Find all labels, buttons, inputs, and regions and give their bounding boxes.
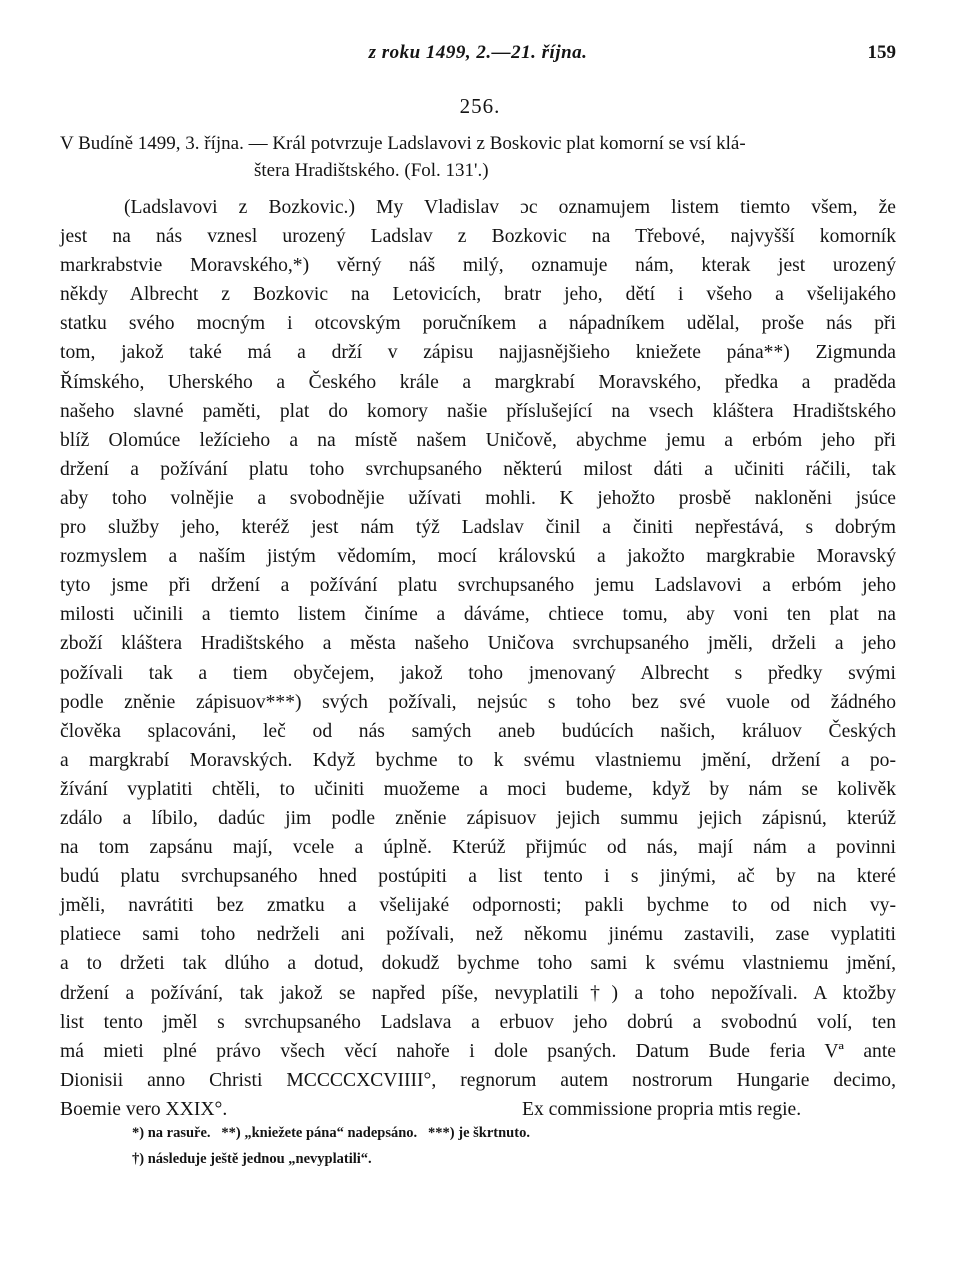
text-line: někdy Albrecht z Bozkovic na Letovicích, bratr jeho, dětí i všeho a všelijakého	[60, 284, 896, 306]
regest-line-2: štera Hradištského. (Fol. 131'.)	[254, 160, 489, 181]
text-line: (Ladslavovi z Bozkovic.) My Vladislav ɔc oznamujem listem tiemto všem, že	[124, 197, 896, 218]
text-line: aby toho volnějie a svobodnějie užívati mohli. K jehožto prosbě nakloněni jsúce	[60, 487, 896, 509]
page-number: 159	[867, 42, 896, 63]
text-line: markrabstvie Moravského,*) věrný náš milý, oznamuje nám, kterak jest urozený	[60, 255, 896, 277]
text-line: Dionisii anno Christi MCCCCXCVIIII°, regnorum autem nostrorum Hungarie decimo,	[60, 1069, 896, 1091]
text-line: statku svého mocným i otcovským poručníkem a nápadníkem udělal, proše nás při	[60, 313, 896, 335]
text-line: držení a požívání platu toho svrchupsaného některú milost dáti a učiniti ráčili, tak	[60, 458, 896, 480]
text-line: Římského, Uherského a Českého krále a margkrabí Moravského, předka a praděda	[60, 371, 896, 393]
footnote-line-2: †) následuje ještě jednou „nevyplatili“.	[132, 1151, 372, 1167]
text-line: milosti učinili a tiemto listem činíme a dáváme, chtiece tomu, aby voni ten plat na	[60, 604, 896, 626]
text-line: našeho slavné paměti, plat do komory našie příslušející na vsech kláštera Hradištského	[60, 400, 896, 422]
text-line: člověka splacováni, leč od nás samých aneb budúcích našich, králuov Českých	[60, 720, 896, 742]
text-line: a to držeti tak dlúho a dotud, dokudž bychme toho sami k svému vlastniemu jmění,	[60, 953, 896, 975]
regest-summary	[60, 130, 896, 184]
page-header	[60, 42, 896, 72]
text-line: má mieti plné právo všech věcí nahoře i dole psaných. Datum Bude feria Vª ante	[60, 1040, 896, 1062]
text-line: žívání vyplatiti chtěli, to učiniti muožeme a moci budeme, když by nám se kolivěk	[60, 778, 896, 800]
text-line: jest na nás vznesl urozený Ladslav z Bozkovic na Třebové, najvyšší komorník	[60, 226, 896, 248]
text-line: jměli, navrátiti bez zmatku a všelijaké odpornosti; pakli bychme to od nich vy-	[60, 895, 896, 917]
text-line: pro služby jeho, kteréž jest nám týž Ladslav činil a činiti nepřestává, s dobrým	[60, 517, 896, 539]
text-line: zdálo a líbilo, dadúc jim podle zněnie zápisuov jejich summu jejich zápisnú, kterúž	[60, 807, 896, 829]
text-line: tom, jakož také má a drží v zápisu najjasnějšieho kniežete pána**) Zigmunda	[60, 342, 896, 364]
text-line: a margkrabí Moravských. Když bychme to k svému vlastniemu jmění, držení a po-	[60, 749, 896, 771]
text-line: budú platu svrchupsaného hned postúpiti a list tento i s jinými, ač by na které	[60, 866, 896, 888]
closing-dating: Boemie vero XXIX°.	[60, 1098, 228, 1120]
regest-line-1: V Budíně 1499, 3. října. — Král potvrzuje Ladslavovi z Boskovic plat komorní se vsí klá-	[60, 133, 746, 154]
text-line: požívali tak a tiem obyčejem, jakož toho jmenovaný Albrecht s předky svými	[60, 662, 896, 684]
charter-text	[60, 193, 896, 1124]
footnotes	[0, 1120, 960, 1172]
text-line: list tento jměl s svrchupsaného Ladslava a erbuov jeho dobrú a svobodnú volí, ten	[60, 1011, 896, 1033]
footnote-line-1: *) na rasuře. **) „kniežete pána“ nadepsáno. ***) je škrtnuto.	[132, 1125, 530, 1141]
text-line: zboží kláštera Hradištského a města našeho Uničova svrchupsaného jměli, drželi a jeho	[60, 633, 896, 655]
chancery-note: Ex commissione propria mtis regie.	[522, 1098, 802, 1120]
text-line: rozmyslem a naším jistým vědomím, mocí královskú a jakožto margkrabie Moravský	[60, 546, 896, 568]
document-number: 256.	[459, 94, 501, 118]
text-line: podle zněnie zápisuov***) svých požívali, nejsúc s toho bez své vuole od žádného	[60, 691, 896, 713]
text-line: držení a požívání, tak jakož se napřed píše, nevyplatili†) a toho nepožívali. A ktožby	[60, 982, 896, 1004]
text-line: tyto jsme při držení a požívání platu svrchupsaného jemu Ladslavovi a erbóm jeho	[60, 575, 896, 597]
text-line: platiece sami toho nedrželi ani požívali, než někomu jinému zastavili, zase vyplatiti	[60, 924, 896, 946]
text-line: blíž Olomúce ležícieho a na místě našem Uničově, abychme jemu a erbóm jeho při	[60, 429, 896, 451]
text-line: na tom zapsánu mají, vcele a úplně. Kterúž přijmúc od nás, mají nám a povinni	[60, 837, 896, 859]
running-head: z roku 1499, 2.—21. října.	[368, 42, 588, 63]
